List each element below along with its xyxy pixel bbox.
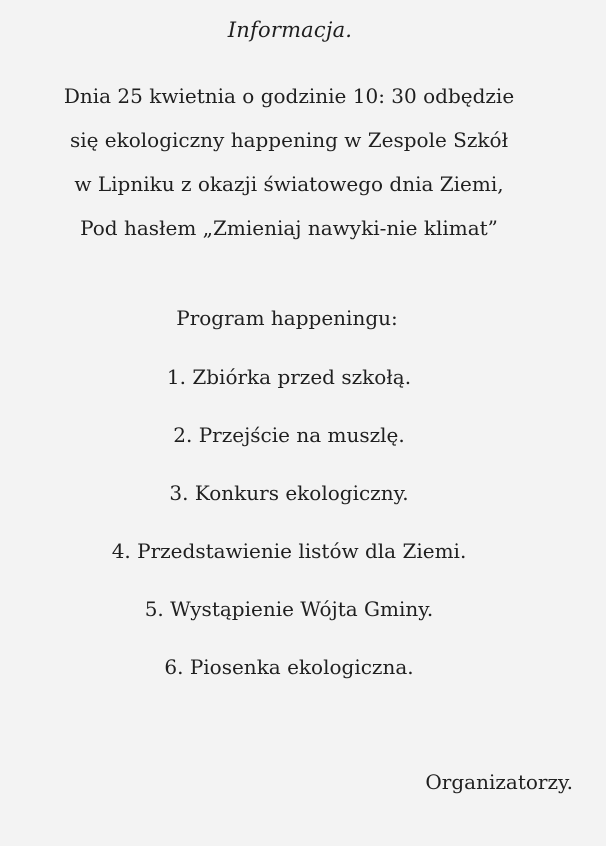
program-item-4: 4. Przedstawienie listów dla Ziemi. xyxy=(111,539,467,563)
program-item-3: 3. Konkurs ekologiczny. xyxy=(169,481,409,505)
announcement-line-4: Pod hasłem „Zmieniaj nawyki-nie klimat” xyxy=(80,216,498,240)
signature: Organizatorzy. xyxy=(425,770,573,794)
program-list xyxy=(0,357,578,705)
program-item-1: 1. Zbiórka przed szkołą. xyxy=(166,365,412,389)
program-item-2: 2. Przejście na muszlę. xyxy=(173,423,405,447)
announcement-line-1: Dnia 25 kwietnia o godzinie 10: 30 odbędzie xyxy=(63,84,515,108)
program-item-6: 6. Piosenka ekologiczna. xyxy=(164,655,414,679)
program-title: Program happeningu: xyxy=(176,306,398,330)
announcement-text xyxy=(0,74,578,250)
document-title: Informacja. xyxy=(227,18,353,42)
announcement-line-3: w Lipniku z okazji światowego dnia Ziemi, xyxy=(74,172,504,196)
announcement-line-2: się ekologiczny happening w Zespole Szkół xyxy=(69,128,509,152)
program-item-5: 5. Wystąpienie Wójta Gminy. xyxy=(144,597,434,621)
